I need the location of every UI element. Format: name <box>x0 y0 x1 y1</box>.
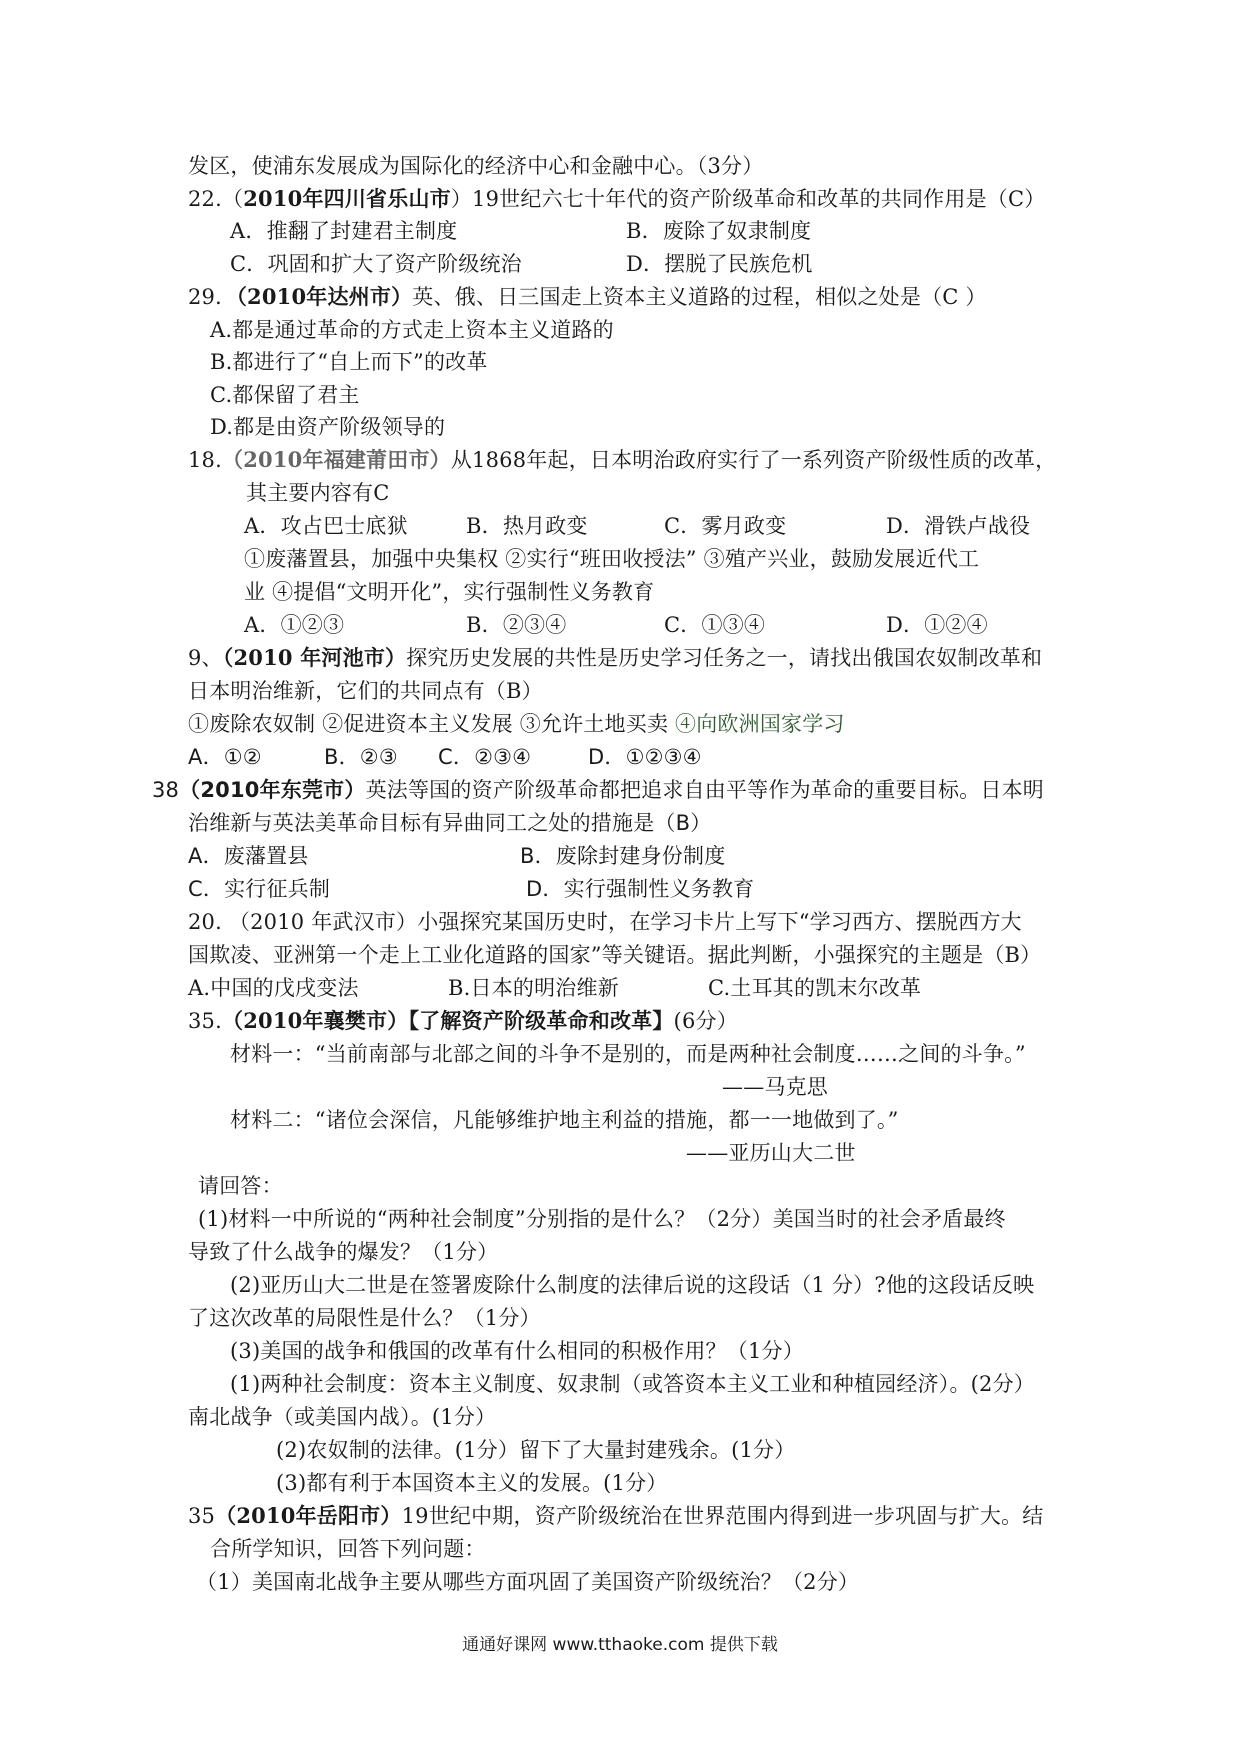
question-number: 9、 <box>188 646 223 670</box>
option-c: C．巩固和扩大了资产阶级统治 <box>230 252 522 276</box>
option-d: D．①②④ <box>886 613 988 637</box>
question-35-yueyang-header <box>188 1501 1044 1531</box>
question-stem-continued: 治维新与英法美革命目标有异曲同工之处的措施是（B） <box>188 811 712 835</box>
question-source: （2010 年河池市） <box>222 645 407 670</box>
question-stem-continued: 合所学知识，回答下列问题： <box>210 1537 486 1561</box>
answer-1: (1)两种社会制度：资本主义制度、奴隶制（或答资本主义工业和种植园经济）。(2分） <box>230 1372 1035 1396</box>
option-b: B．②③④ <box>466 613 567 637</box>
option-c: C．①③④ <box>664 613 766 637</box>
option-b: B.都进行了“自上而下”的改革 <box>210 350 488 374</box>
sub-question-2: (2)亚历山大二世是在签署废除什么制度的法律后说的这段话（1 分）?他的这段话反映 <box>230 1273 1035 1297</box>
material-one: 材料一：“当前南部与北部之间的斗争不是别的，而是两种社会制度……之间的斗争。” <box>230 1042 1026 1066</box>
question-35-header <box>188 1006 738 1036</box>
option-b: B．热月政变 <box>466 514 588 538</box>
question-stem: 19世纪中期，资产阶级统治在世界范围内得到进一步巩固与扩大。结 <box>401 1504 1044 1528</box>
statement-list: ①废藩置县，加强中央集权 ②实行“班田收授法” ③殖产兴业，鼓励发展近代工 <box>244 547 980 571</box>
option-c: C.都保留了君主 <box>210 383 360 407</box>
question-number: 18. <box>188 448 222 472</box>
material-two-attribution: ——亚历山大二世 <box>686 1141 856 1165</box>
question-22-header <box>188 184 1045 214</box>
option-d: D．滑铁卢战役 <box>886 514 1031 538</box>
option-a: A．①② <box>188 745 262 769</box>
text-line: 发区，使浦东发展成为国际化的经济中心和金融中心。（3分） <box>188 154 764 178</box>
question-stem: 探究历史发展的共性是历史学习任务之一，请找出俄国农奴制改革和 <box>406 646 1043 670</box>
option-d: D．①②③④ <box>588 745 702 769</box>
question-stem: ）19世纪六七十年代的资产阶级革命和改革的共同作用是（C） <box>450 187 1046 211</box>
option-d: D.都是由资产阶级领导的 <box>210 415 446 439</box>
question-number: 22.（ <box>188 187 244 211</box>
question-score: (6分） <box>673 1009 738 1033</box>
statement-list-part: ①废除农奴制 ②促进资本主义发展 ③允许土地买卖 <box>188 712 676 736</box>
option-c: C．实行征兵制 <box>188 877 331 901</box>
question-source: （2010年东莞市） <box>179 778 366 802</box>
option-c: C．②③④ <box>438 745 532 769</box>
option-a: A.中国的戊戌变法 <box>188 976 359 1000</box>
statement-list-continued: 业 ④提倡“文明开化”，实行强制性义务教育 <box>244 580 655 604</box>
question-29-header <box>188 282 987 312</box>
material-one-attribution: ——马克思 <box>722 1075 828 1099</box>
statement-list <box>188 709 845 739</box>
option-c: C.土耳其的凯末尔改革 <box>708 976 922 1000</box>
option-a: A．废藩置县 <box>188 844 309 868</box>
answer-1-continued: 南北战争（或美国内战）。(1分） <box>188 1405 497 1429</box>
answer-3: (3)都有利于本国资本主义的发展。(1分） <box>276 1471 668 1495</box>
question-stem: 从1868年起，日本明治政府实行了一系列资产阶级性质的改革， <box>450 448 1057 472</box>
material-two: 材料二：“诸位会深信，凡能够维护地主利益的措施，都一一地做到了。” <box>230 1108 899 1132</box>
question-source: （2010年福建莆田市） <box>222 447 451 472</box>
option-a: A.都是通过革命的方式走上资本主义道路的 <box>210 318 614 342</box>
question-number: 38 <box>152 778 180 802</box>
option-b: B．废除封建身份制度 <box>520 844 726 868</box>
option-b: B．废除了奴隶制度 <box>626 219 812 243</box>
question-stem: 英、俄、日三国走上资本主义道路的过程，相似之处是（C ） <box>412 285 987 309</box>
question-number: 29． <box>188 285 237 309</box>
sub-question-1: (1)材料一中所说的“两种社会制度”分别指的是什么？（2分）美国当时的社会矛盾最终 <box>198 1207 1006 1231</box>
sub-question-2-continued: 了这次改革的局限性是什么？（1分） <box>188 1306 541 1330</box>
sub-question-1: （1）美国南北战争主要从哪些方面巩固了美国资产阶级统治？（2分） <box>196 1570 860 1594</box>
question-stem-continued: 国欺凌、亚洲第一个走上工业化道路的国家”等关键语。据此判断，小强探究的主题是（B） <box>188 943 1042 967</box>
question-source: （2010年岳阳市） <box>215 1503 402 1528</box>
question-source: （2010年达州市） <box>236 284 413 309</box>
statement-highlighted: ④向欧洲国家学习 <box>675 712 845 736</box>
sub-question-1-continued: 导致了什么战争的爆发？（1分） <box>188 1240 499 1264</box>
option-d: D．摆脱了民族危机 <box>626 252 813 276</box>
option-b: B．②③ <box>324 745 398 769</box>
option-d: D．实行强制性义务教育 <box>526 877 755 901</box>
option-a: A．①②③ <box>244 613 345 637</box>
question-stem-continued: 其主要内容有C <box>246 481 390 505</box>
question-20-stem: 20. （2010 年武汉市）小强探究某国历史时，在学习卡片上写下“学习西方、摆脱西方大 <box>188 910 1022 934</box>
sub-question-3: (3)美国的战争和俄国的改革有什么相同的积极作用？（1分） <box>230 1339 804 1363</box>
question-stem: 英法等国的资产阶级革命都把追求自由平等作为革命的重要目标。日本明 <box>365 778 1044 802</box>
answer-2: (2)农奴制的法律。(1分）留下了大量封建残余。(1分） <box>276 1438 796 1462</box>
page-footer: 通通好课网 www.tthaoke.com 提供下载 <box>462 1635 778 1655</box>
option-a: A．攻占巴士底狱 <box>244 514 408 538</box>
prompt-label: 请回答： <box>198 1174 283 1198</box>
question-number: 35 <box>188 1504 216 1528</box>
question-source: 2010年四川省乐山市 <box>243 186 451 211</box>
question-number: 35. <box>188 1009 222 1033</box>
option-c: C．雾月政变 <box>664 514 787 538</box>
question-source: （2010年襄樊市）【了解资产阶级革命和改革】 <box>222 1008 674 1033</box>
question-38-header <box>152 775 1044 805</box>
question-18-header <box>188 445 1056 475</box>
option-b: B.日本的明治维新 <box>448 976 619 1000</box>
question-stem-continued: 日本明治维新，它们的共同点有（B） <box>188 679 543 703</box>
option-a: A．推翻了封建君主制度 <box>230 219 458 243</box>
question-9-header <box>188 643 1042 673</box>
